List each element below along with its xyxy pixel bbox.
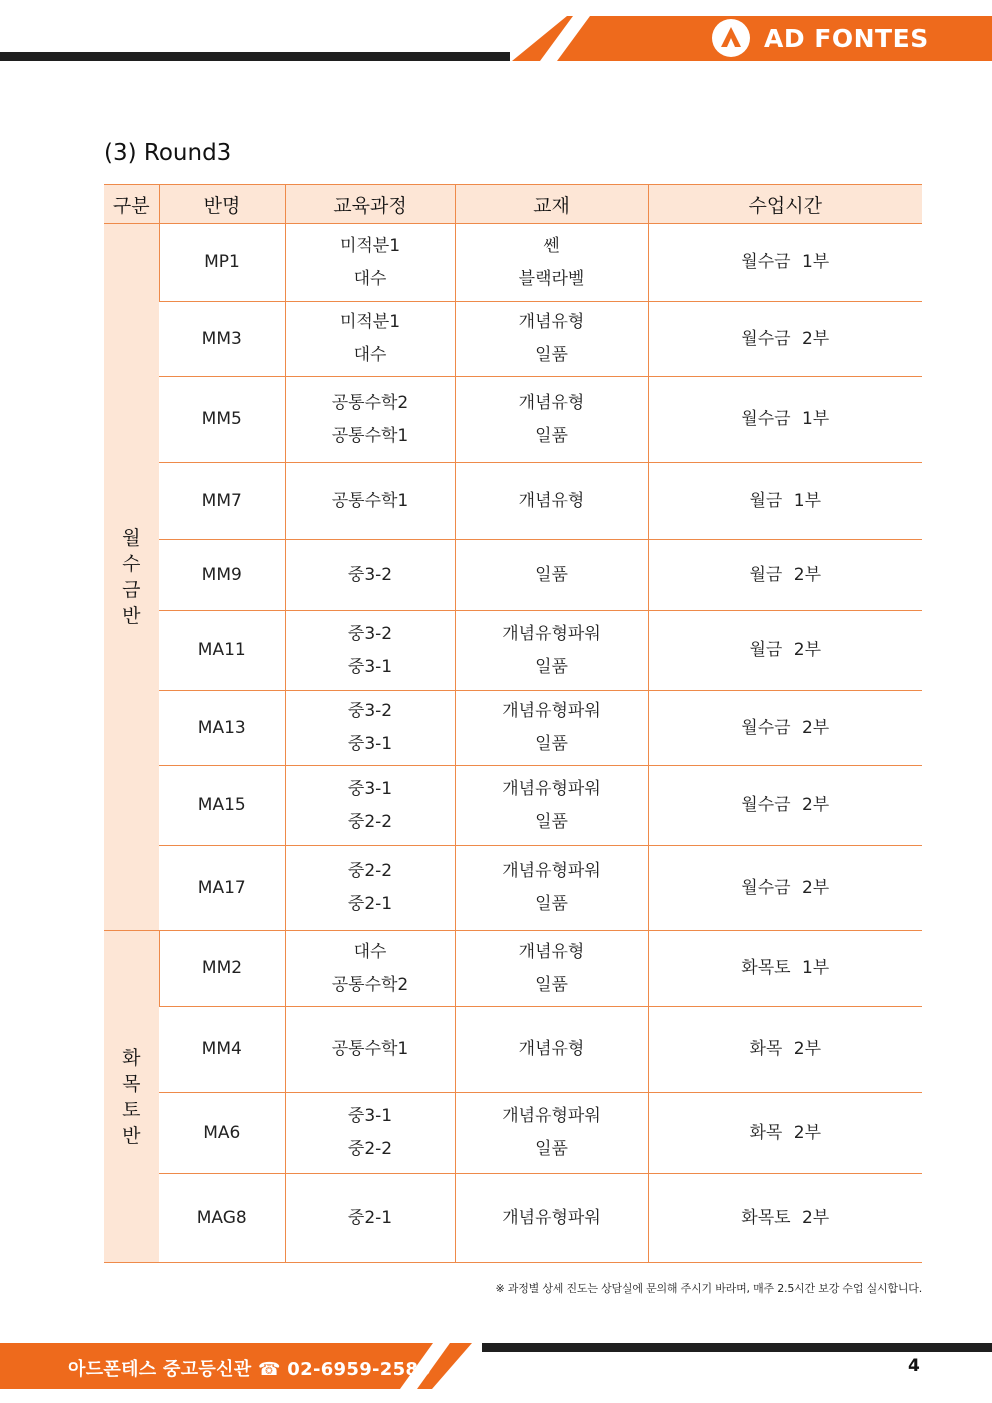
class-name: MA15 (159, 766, 285, 846)
textbook-line: 개념유형파워 (502, 1207, 601, 1228)
textbook-line: 개념유형파워 (502, 701, 601, 721)
class-name: MM3 (159, 302, 285, 377)
textbook-cell (455, 302, 648, 377)
brand-logo (712, 19, 929, 57)
time-cell: 월금 2부 (648, 540, 922, 611)
course-line: 중3-1 (347, 734, 393, 754)
textbook-line: 개념유형 (518, 1039, 585, 1059)
table-row (104, 931, 922, 1007)
course-line: 중2-1 (347, 1207, 393, 1228)
course-cell (285, 931, 455, 1007)
textbook-cell (455, 611, 648, 691)
header-dark-bar (0, 52, 510, 61)
table-header-row (104, 185, 922, 224)
course-cell (285, 1093, 455, 1174)
time-cell: 월수금 2부 (648, 691, 922, 766)
footnote: ※ 과정별 상세 진도는 상담실에 문의해 주시기 바라며, 매주 2.5시간 보강 수업 실시합니다. (495, 1282, 922, 1295)
table-row (104, 1093, 922, 1174)
time-cell: 화목토 2부 (648, 1174, 922, 1263)
textbook-cell (455, 846, 648, 931)
group-label: 화목토반 (122, 1046, 141, 1147)
textbook-line: 일품 (535, 811, 568, 832)
class-name: MM9 (159, 540, 285, 611)
time-cell: 월수금 1부 (648, 377, 922, 463)
table-row (104, 302, 922, 377)
textbook-line: 개념유형 (518, 490, 585, 511)
course-line: 중3-1 (347, 1106, 393, 1126)
course-line: 중3-2 (347, 701, 393, 721)
textbook-cell (455, 377, 648, 463)
textbook-line: 개념유형 (518, 312, 585, 332)
course-cell (285, 766, 455, 846)
textbook-cell (455, 463, 648, 540)
table-row (104, 540, 922, 611)
textbook-line: 일품 (535, 656, 568, 677)
time-cell: 월금 2부 (648, 611, 922, 691)
table-row (104, 611, 922, 691)
course-cell (285, 611, 455, 691)
col-header-group: 구분 (104, 185, 159, 224)
group-cell-mwf (104, 224, 159, 931)
time-cell: 월수금 2부 (648, 302, 922, 377)
textbook-cell (455, 931, 648, 1007)
textbook-line: 일품 (535, 345, 568, 365)
ad-fontes-logo-icon (712, 19, 750, 57)
course-cell (285, 691, 455, 766)
table-row (104, 766, 922, 846)
course-line: 대수 (353, 941, 387, 962)
textbook-line: 개념유형 (518, 941, 585, 962)
course-cell (285, 846, 455, 931)
col-header-time: 수업시간 (648, 185, 922, 224)
course-line: 중2-2 (347, 861, 393, 881)
class-name: MA6 (159, 1093, 285, 1174)
textbook-line: 일품 (535, 564, 568, 585)
course-line: 중2-2 (347, 811, 393, 832)
class-name: MM2 (159, 931, 285, 1007)
class-name: MA17 (159, 846, 285, 931)
textbook-line: 개념유형파워 (502, 778, 601, 799)
textbook-cell (455, 1093, 648, 1174)
course-line: 공통수학1 (331, 1039, 409, 1059)
course-line: 대수 (353, 268, 387, 289)
course-cell (285, 1174, 455, 1263)
course-line: 중2-1 (347, 894, 393, 914)
course-line: 중3-2 (347, 623, 393, 644)
textbook-cell (455, 224, 648, 302)
course-line: 대수 (353, 345, 387, 365)
textbook-line: 일품 (535, 894, 568, 914)
course-line: 미적분1 (339, 235, 401, 256)
textbook-line: 일품 (535, 425, 568, 446)
table-row (104, 1174, 922, 1263)
brand-name: AD FONTES (764, 23, 929, 53)
course-line: 중3-1 (347, 778, 393, 799)
course-cell (285, 1007, 455, 1093)
class-name: MA13 (159, 691, 285, 766)
table-row (104, 377, 922, 463)
section-title: (3) Round3 (104, 140, 232, 166)
footer-dark-bar (482, 1343, 992, 1352)
course-cell (285, 302, 455, 377)
class-name: MA11 (159, 611, 285, 691)
table-row (104, 691, 922, 766)
col-header-textbook: 교재 (455, 185, 648, 224)
course-line: 미적분1 (339, 312, 401, 332)
textbook-line: 일품 (535, 734, 568, 754)
group-label: 월수금반 (122, 527, 141, 627)
textbook-line: 개념유형파워 (502, 861, 601, 881)
col-header-class: 반명 (159, 185, 285, 224)
schedule-table (104, 184, 922, 1263)
course-line: 공통수학1 (331, 425, 409, 446)
time-cell: 화목 2부 (648, 1007, 922, 1093)
class-name: MAG8 (159, 1174, 285, 1263)
footer-contact: 아드폰테스 중고등신관 ☎ 02-6959-2580 (68, 1359, 432, 1380)
page-number: 4 (908, 1356, 920, 1376)
class-name: MM5 (159, 377, 285, 463)
textbook-line: 일품 (535, 974, 568, 995)
course-line: 중3-1 (347, 656, 393, 677)
table-row (104, 463, 922, 540)
textbook-line: 일품 (535, 1139, 568, 1159)
course-line: 공통수학2 (331, 974, 409, 995)
course-cell (285, 224, 455, 302)
textbook-cell (455, 1174, 648, 1263)
textbook-line: 블랙라벨 (518, 268, 585, 289)
textbook-cell (455, 1007, 648, 1093)
textbook-line: 쎈 (543, 235, 560, 256)
time-cell: 월금 1부 (648, 463, 922, 540)
course-cell (285, 463, 455, 540)
col-header-course: 교육과정 (285, 185, 455, 224)
table-row (104, 1007, 922, 1093)
time-cell: 화목 2부 (648, 1093, 922, 1174)
textbook-line: 개념유형파워 (502, 623, 601, 644)
time-cell: 월수금 1부 (648, 224, 922, 302)
class-name: MM4 (159, 1007, 285, 1093)
course-line: 공통수학1 (331, 490, 409, 511)
time-cell: 월수금 2부 (648, 766, 922, 846)
course-line: 중2-2 (347, 1139, 393, 1159)
course-cell (285, 540, 455, 611)
table-row (104, 846, 922, 931)
time-cell: 월수금 2부 (648, 846, 922, 931)
class-name: MM7 (159, 463, 285, 540)
textbook-line: 개념유형파워 (502, 1106, 601, 1126)
textbook-cell (455, 540, 648, 611)
textbook-line: 개념유형 (518, 392, 585, 413)
course-cell (285, 377, 455, 463)
course-line: 공통수학2 (331, 392, 409, 413)
group-cell-tts (104, 931, 159, 1263)
class-name: MP1 (159, 224, 285, 302)
course-line: 중3-2 (347, 564, 393, 585)
time-cell: 화목토 1부 (648, 931, 922, 1007)
textbook-cell (455, 691, 648, 766)
textbook-cell (455, 766, 648, 846)
table-row (104, 224, 922, 302)
